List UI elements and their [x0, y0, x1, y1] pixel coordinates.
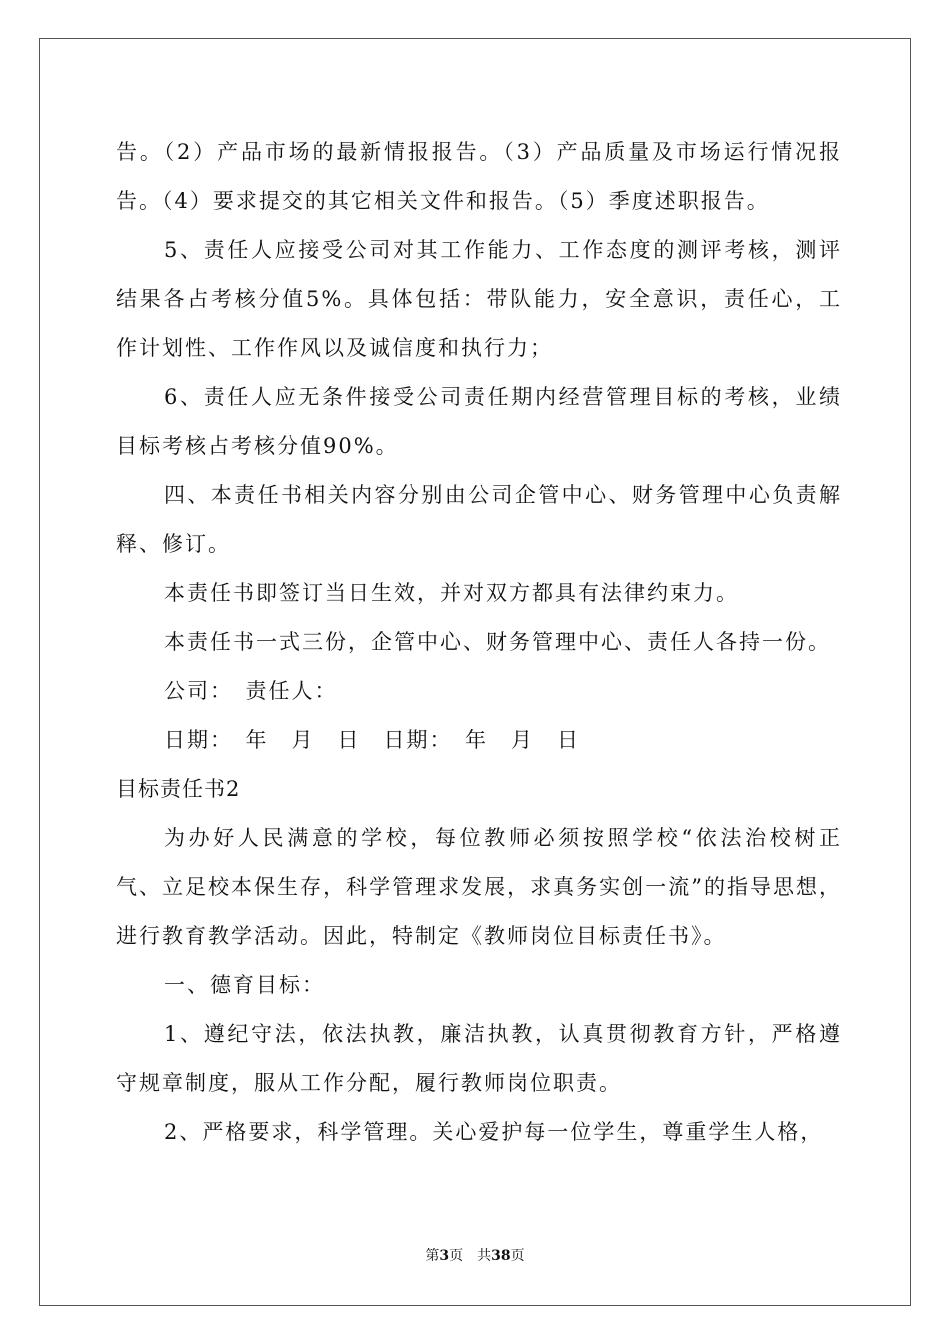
- paragraph: 为办好人民满意的学校，每位教师必须按照学校“依法治校树正气、立足校本保生存，科学管理求发展，求真务实创一流”的指导思想，进行教育教学活动。因此，特制定《教师岗位目标责任书》。: [116, 826, 842, 948]
- paragraph: 日期： 年 月 日 日期： 年 月 日: [164, 728, 580, 752]
- section-heading: 目标责任书2: [116, 777, 241, 801]
- paragraph: 5、责任人应接受公司对其工作能力、工作态度的测评考核，测评结果各占考核分值5%。具体包括：带队能力，安全意识，责任心，工作计划性、工作作风以及诚信度和执行力；: [116, 238, 842, 360]
- paragraph: 公司： 责任人：: [164, 679, 338, 703]
- paragraph: 本责任书即签订当日生效，并对双方都具有法律约束力。: [164, 581, 739, 605]
- document-body: [116, 128, 842, 1157]
- footer-suffix: 页: [510, 1248, 525, 1264]
- footer-middle: 页 共: [449, 1248, 492, 1264]
- footer-total-pages: 38: [491, 1248, 511, 1264]
- paragraph: 2、严格要求，科学管理。关心爱护每一位学生，尊重学生人格，: [164, 1120, 824, 1144]
- paragraph: 本责任书一式三份，企管中心、财务管理中心、责任人各持一份。: [164, 630, 831, 654]
- paragraph: 6、责任人应无条件接受公司责任期内经营管理目标的考核，业绩目标考核占考核分值90%。: [116, 385, 842, 458]
- paragraph: 一、德育目标：: [164, 973, 325, 997]
- footer-prefix: 第: [425, 1248, 440, 1264]
- page-footer: [0, 1246, 950, 1266]
- paragraph: 四、本责任书相关内容分别由公司企管中心、财务管理中心负责解释、修订。: [116, 483, 842, 556]
- footer-page-number: 3: [439, 1248, 450, 1264]
- paragraph: 告。（2）产品市场的最新情报报告。（3）产品质量及市场运行情况报告。（4）要求提交的其它相关文件和报告。（5）季度述职报告。: [116, 140, 842, 213]
- paragraph: 1、遵纪守法，依法执教，廉洁执教，认真贯彻教育方针，严格遵守规章制度，服从工作分配，履行教师岗位职责。: [116, 1022, 842, 1095]
